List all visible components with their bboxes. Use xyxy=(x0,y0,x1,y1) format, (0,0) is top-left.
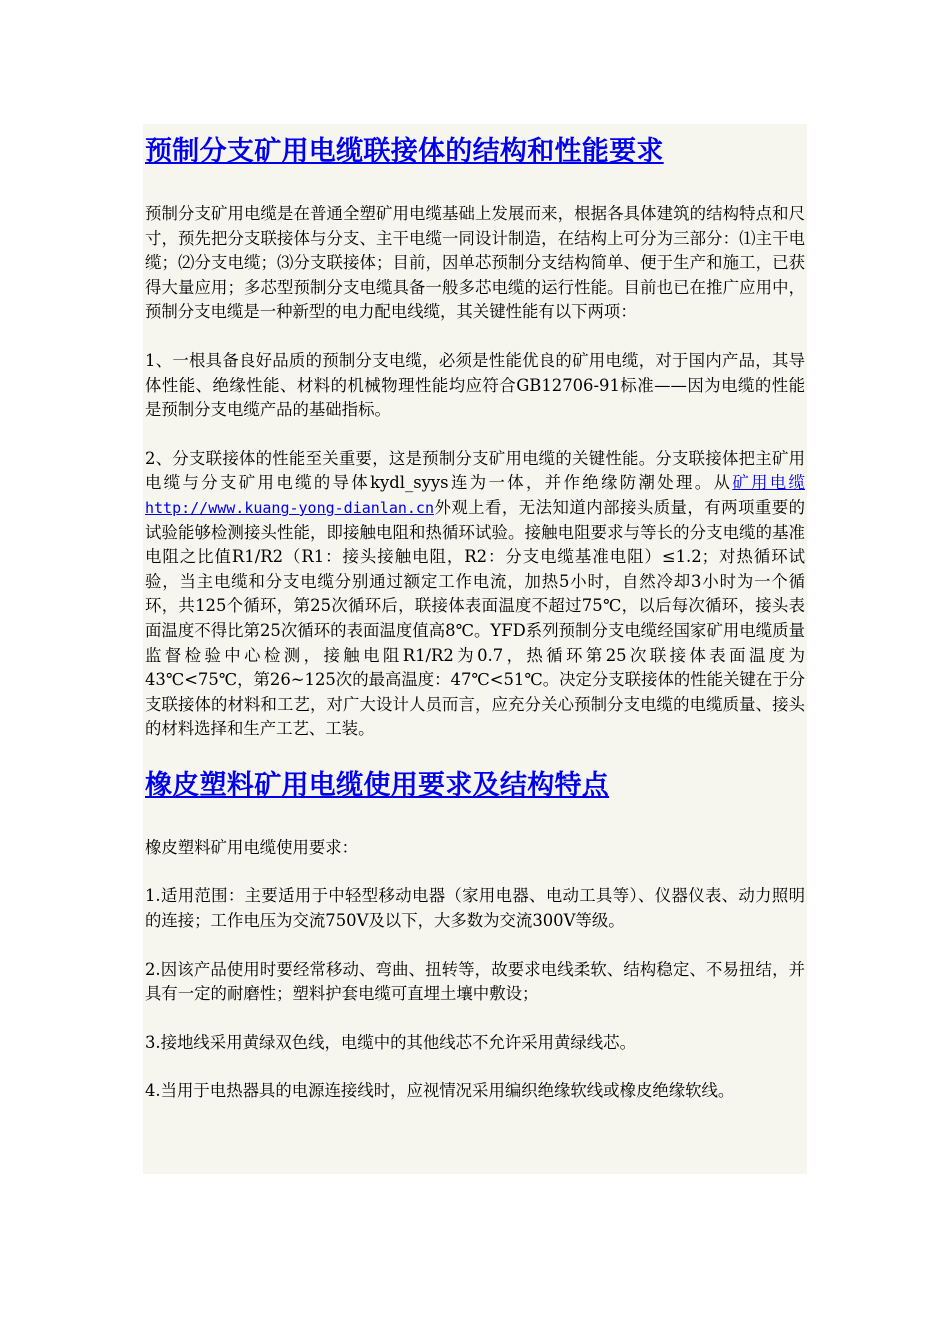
mining-cable-link[interactable]: 矿用电缆 xyxy=(732,473,805,493)
paragraph-intro: 预制分支矿用电缆是在普通全塑矿用电缆基础上发展而来，根据各具体建筑的结构特点和尺寸，预先把分支联接体与分支、主干电缆一同设计制造，在结构上可分为三部分：⑴主干电缆；⑵分支电缆；⑶分支联接体；目前，因单芯预制分支结构简单、便于生产和施工，已获得大量应用；多芯型预制分支电缆具备一般多芯电缆的运行性能。目前也已在推广应用中，预制分支电缆是一种新型的电力配电线缆，其关键性能有以下两项： xyxy=(145,204,805,322)
paragraph-usage-intro: 橡皮塑料矿用电缆使用要求： xyxy=(145,837,359,857)
section-title-rubber-cable[interactable]: 橡皮塑料矿用电缆使用要求及结构特点 xyxy=(145,769,610,801)
paragraph-item-2-text-b: 外观上看，无法知道内部接头质量，有两项重要的试验能够检测接头性能，即接触电阻和热循环试验。接触电阻要求与等长的分支电缆的基准电阻之比值R1/R2（R1：接头接触电阻，R2：分支电缆基准电阻）≤1.2；对热循环试验，当主电缆和分支电缆分别通过额定工作电流，加热5小时，自然冷却3小时为一个循环，共125个循环，第25次循环后，联接体表面温度不超过75℃，以后每次循环，接头表面温度不得比第25次循环的表面温度值高8℃。YFD系列预制分支电缆经国家矿用电缆质量监督检验中心检测，接触电阻R1/R2为0.7，热循环第25次联接体表面温度为43℃<75℃，第26~125次的最高温度：47℃<51℃。决定分支联接体的性能关键在于分支联接体的材料和工艺，对广大设计人员而言，应充分关心预制分支电缆的电缆质量、接头的材料选择和生产工艺、工装。 xyxy=(145,497,805,739)
section-title-prefab-cable[interactable]: 预制分支矿用电缆联接体的结构和性能要求 xyxy=(145,136,664,167)
paragraph-usage-4: 4.当用于电热器具的电源连接线时，应视情况采用编织绝缘软线或橡皮绝缘软线。 xyxy=(145,1081,735,1101)
paragraph-item-1: 1、一根具备良好品质的预制分支电缆，必须是性能优良的矿用电缆，对于国内产品，其导体性能、绝缘性能、材料的机械物理性能均应符合GB12706-91标准——因为电缆的性能是预制分支电缆产品的基础指标。 xyxy=(145,350,805,420)
paragraph-item-2 xyxy=(145,447,805,742)
website-url-link[interactable]: http://www.kuang-yong-dianlan.cn xyxy=(145,498,434,517)
paragraph-usage-3: 3.接地线采用黄绿双色线，电缆中的其他线芯不允许采用黄绿线芯。 xyxy=(145,1032,636,1052)
document-page xyxy=(143,124,807,1174)
paragraph-usage-1: 1.适用范围：主要适用于中轻型移动电器（家用电器、电动工具等）、仪器仪表、动力照明的连接；工作电压为交流750V及以下，大多数为交流300V等级。 xyxy=(145,886,805,931)
paragraph-usage-2: 2.因该产品使用时要经常移动、弯曲、扭转等，故要求电线柔软、结构稳定、不易扭结，并具有一定的耐磨性；塑料护套电缆可直埋土壤中敷设； xyxy=(145,959,805,1004)
paragraph-item-2-text-a: 2、分支联接体的性能至关重要，这是预制分支矿用电缆的关键性能。分支联接体把主矿用电缆与分支矿用电缆的导体kydl_syys连为一体，并作绝缘防潮处理。从 xyxy=(145,448,805,493)
